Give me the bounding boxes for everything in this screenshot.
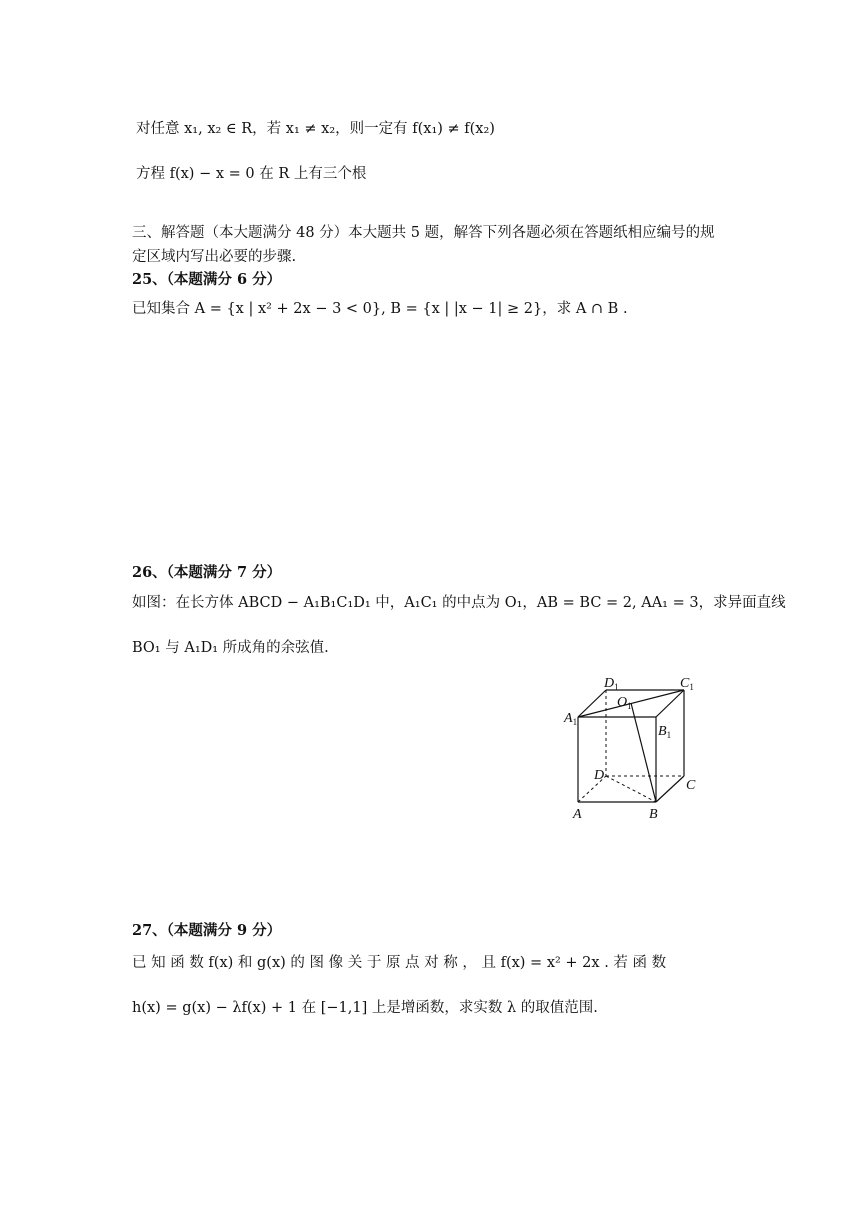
- q27-line2: h(x) = g(x) − λf(x) + 1 在 [−1,1] 上是增函数，求实数 λ 的取值范围.: [132, 1000, 598, 1016]
- option-d: [136, 162, 366, 183]
- label-c1: $C_1$: [680, 676, 694, 692]
- hidden-edge-d-b: [606, 776, 656, 802]
- option-d-text: 方程 f(x) − x = 0 在 R 上有三个根: [136, 166, 367, 182]
- section-3-intro-line1: 三、解答题（本大题满分 48 分）本大题共 5 题，解答下列各题必须在答题纸相应编号的规: [132, 225, 715, 241]
- q25-text: 已知集合 A = {x | x² + 2x − 3 < 0}, B = {x | |x − 1| ≥ 2}，求 A ∩ B .: [132, 301, 628, 317]
- q27-line1: 已 知 函 数 f(x) 和 g(x) 的 图 像 关 于 原 点 对 称 ， 且 f(x) = x² + 2x . 若 函 数: [132, 955, 667, 971]
- q26-line2: BO₁ 与 A₁D₁ 所成角的余弦值.: [132, 640, 329, 656]
- q26-header: 26、（本题满分 7 分）: [132, 564, 282, 581]
- label-a: A: [573, 807, 582, 822]
- option-c-text: 对任意 x₁, x₂ ∈ R，若 x₁ ≠ x₂，则一定有 f(x₁) ≠ f(x₂): [136, 121, 495, 137]
- label-d1: $D_1$: [604, 676, 619, 692]
- label-b: B: [649, 807, 658, 822]
- segment-b-o1: [631, 703, 656, 802]
- q26-line1: 如图：在长方体 ABCD − A₁B₁C₁D₁ 中，A₁C₁ 的中点为 O₁，AB = BC = 2, AA₁ = 3，求异面直线: [132, 595, 786, 611]
- label-a1: $A_1$: [564, 711, 578, 727]
- q25-header: 25、（本题满分 6 分）: [132, 271, 282, 288]
- q27-header: 27、（本题满分 9 分）: [132, 922, 282, 939]
- section-3-intro-line2: 定区域内写出必要的步骤.: [132, 249, 297, 265]
- edge-b-c: [656, 776, 684, 802]
- label-c: C: [686, 778, 696, 793]
- cuboid-figure: [558, 672, 708, 824]
- label-b1: $B_1$: [658, 724, 672, 740]
- label-d: D: [594, 768, 605, 783]
- label-o1: $O_1$: [617, 695, 632, 711]
- option-c: [136, 117, 495, 138]
